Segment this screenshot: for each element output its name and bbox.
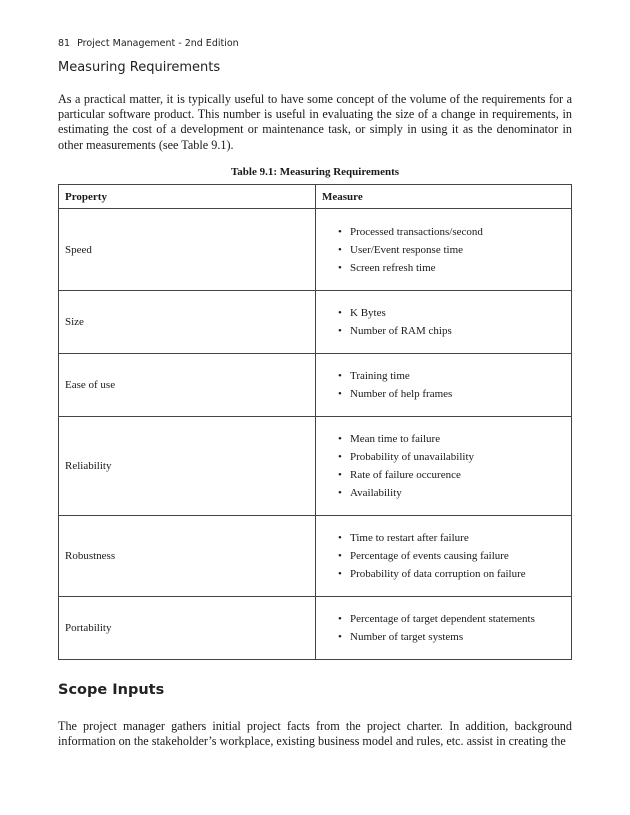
table-header-row	[59, 185, 572, 209]
table-row	[59, 354, 572, 417]
measure-list	[322, 529, 565, 583]
measure-item: • Time to restart after failure	[350, 529, 565, 547]
book-title: Project Management - 2nd Edition	[77, 38, 239, 49]
measure-cell	[316, 417, 572, 516]
table-row	[59, 291, 572, 354]
measure-item: • Number of help frames	[350, 385, 565, 403]
intro-paragraph: As a practical matter, it is typically useful to have some concept of the volume of the requirements for a particular software product. This number is useful in evaluating the size of a change in requirements, in estimating the cost of a development or maintenance task, or simply in using it as the denominator in other measurements (see Table 9.1).	[58, 92, 572, 152]
page-header	[58, 38, 239, 49]
requirements-table	[58, 184, 572, 660]
scope-heading: Scope Inputs	[58, 682, 165, 698]
scope-paragraph: The project manager gathers initial project facts from the project charter. In addition, background information on the stakeholder’s workplace, existing business model and rules, etc. assist in creating the	[58, 719, 572, 749]
measure-cell	[316, 209, 572, 291]
measure-item: • Rate of failure occurence	[350, 466, 565, 484]
measure-item: • Percentage of events causing failure	[350, 547, 565, 565]
header-measure: Measure	[316, 185, 572, 209]
property-cell: Robustness	[59, 516, 316, 597]
measure-cell	[316, 597, 572, 660]
measure-cell	[316, 354, 572, 417]
measure-item: • Availability	[350, 484, 565, 502]
measure-cell	[316, 516, 572, 597]
table-row	[59, 597, 572, 660]
property-cell: Size	[59, 291, 316, 354]
table-row	[59, 516, 572, 597]
measure-item: • Training time	[350, 367, 565, 385]
measure-item: • Number of target systems	[350, 628, 565, 646]
measure-cell	[316, 291, 572, 354]
property-cell: Speed	[59, 209, 316, 291]
property-cell: Reliability	[59, 417, 316, 516]
measure-list	[322, 223, 565, 277]
measure-item: • K Bytes	[350, 304, 565, 322]
measure-item: • Number of RAM chips	[350, 322, 565, 340]
section-heading: Measuring Requirements	[58, 60, 221, 75]
measure-list	[322, 304, 565, 340]
measure-item: • Processed transactions/second	[350, 223, 565, 241]
measure-item: • Screen refresh time	[350, 259, 565, 277]
table-row	[59, 209, 572, 291]
header-property: Property	[59, 185, 316, 209]
measure-list	[322, 430, 565, 502]
property-cell: Portability	[59, 597, 316, 660]
table-caption: Table 9.1: Measuring Requirements	[230, 166, 400, 178]
measure-list	[322, 367, 565, 403]
table-row	[59, 417, 572, 516]
measure-item: • Percentage of target dependent statements	[350, 610, 565, 628]
measure-item: • Probability of data corruption on failure	[350, 565, 565, 583]
page-number: 81	[58, 38, 71, 49]
measure-list	[322, 610, 565, 646]
measure-item: • Mean time to failure	[350, 430, 565, 448]
property-cell: Ease of use	[59, 354, 316, 417]
measure-item: • Probability of unavailability	[350, 448, 565, 466]
measure-item: • User/Event response time	[350, 241, 565, 259]
